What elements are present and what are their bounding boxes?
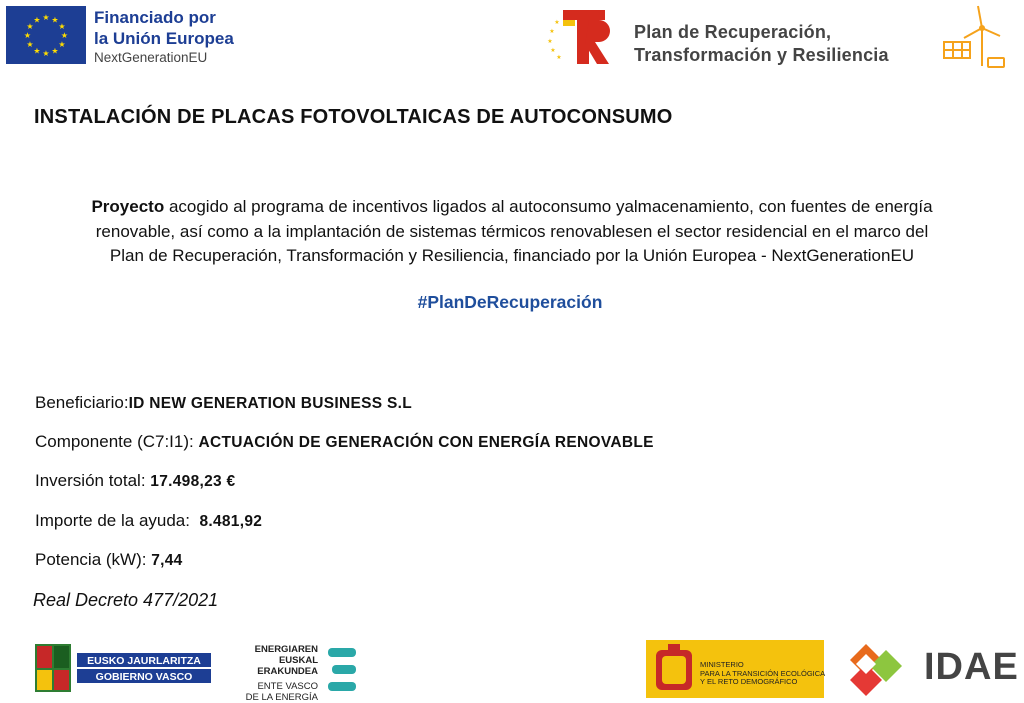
eu-line-1: Financiado por — [94, 8, 216, 27]
svg-text:★: ★ — [26, 40, 34, 49]
potencia-label: Potencia (kW): — [35, 550, 147, 569]
svg-text:★: ★ — [547, 38, 553, 45]
importe-row — [35, 511, 262, 531]
project-description — [28, 195, 996, 269]
description-line-1: acogido al programa de incentivos ligados al autoconsumo yalmacenamiento, con fuentes de energía — [164, 197, 933, 216]
svg-text:★: ★ — [51, 46, 59, 56]
svg-text:★: ★ — [51, 15, 59, 25]
eu-flag-logo — [6, 6, 86, 64]
page-title: INSTALACIÓN DE PLACAS FOTOVOLTAICAS DE AUTOCONSUMO — [34, 106, 673, 128]
componente-row — [35, 432, 654, 452]
eu-funding-text — [94, 7, 234, 67]
ministry-line-2: PARA LA TRANSICIÓN ECOLÓGICA — [700, 668, 826, 678]
potencia-value: 7,44 — [151, 552, 183, 569]
beneficiario-row — [35, 393, 412, 413]
eve-logo-mark — [324, 646, 360, 694]
potencia-row — [35, 550, 183, 570]
eve-line-1: ENERGIAREN — [254, 644, 318, 655]
beneficiario-value: ID NEW GENERATION BUSINESS S.L — [128, 395, 412, 412]
ej-line-1: EUSKO JAURLARITZA — [87, 655, 201, 667]
description-line-3: Plan de Recuperación, Transformación y Resiliencia, financiado por la Unión Europea - NextGenerationEU — [109, 246, 915, 265]
beneficiario-label: Beneficiario: — [35, 393, 129, 412]
svg-text:★: ★ — [549, 28, 555, 35]
svg-text:★: ★ — [23, 31, 32, 40]
eu-line-3: NextGenerationEU — [94, 50, 208, 65]
svg-text:★: ★ — [42, 49, 50, 58]
eu-line-2: la Unión Europea — [94, 29, 234, 48]
ej-line-2: GOBIERNO VASCO — [95, 671, 193, 683]
svg-text:★: ★ — [556, 54, 562, 61]
svg-text:★: ★ — [33, 46, 41, 56]
ministry-line-1: MINISTERIO — [700, 660, 744, 669]
eve-text — [222, 644, 318, 703]
svg-text:★: ★ — [554, 19, 560, 26]
svg-text:★: ★ — [42, 13, 50, 22]
plan-line-2: Transformación y Resiliencia — [634, 45, 889, 65]
svg-text:★: ★ — [58, 22, 66, 31]
decree-reference: Real Decreto 477/2021 — [33, 590, 219, 610]
svg-text:★: ★ — [26, 22, 34, 31]
prtr-text — [634, 21, 889, 67]
hashtag: #PlanDeRecuperación — [417, 292, 603, 312]
svg-text:★: ★ — [550, 47, 556, 54]
renewable-energy-icon — [938, 2, 1010, 70]
componente-label: Componente (C7:I1): — [35, 432, 194, 451]
gobierno-vasco-logo — [33, 640, 213, 696]
svg-text:★: ★ — [33, 15, 41, 25]
eve-line-3: ENTE VASCO — [257, 681, 318, 692]
inversion-row — [35, 471, 235, 491]
eve-line-2: EUSKAL ERAKUNDEA — [257, 655, 318, 677]
svg-text:★: ★ — [60, 31, 69, 40]
eve-line-4: DE LA ENERGÍA — [245, 692, 318, 703]
importe-label: Importe de la ayuda: — [35, 511, 190, 530]
inversion-label: Inversión total: — [35, 471, 146, 490]
ministry-line-3: Y EL RETO DEMOGRÁFICO — [700, 677, 798, 686]
svg-text:★: ★ — [58, 40, 66, 49]
inversion-value: 17.498,23 € — [150, 473, 236, 490]
importe-value: 8.481,92 — [199, 513, 263, 530]
ministry-text — [700, 661, 825, 687]
description-lead: Proyecto — [91, 197, 165, 216]
description-line-2: renovable, así como a la implantación de sistemas térmicos renovablesen el sector residencial en el marco del — [95, 221, 929, 241]
idae-logo-text: IDAE — [924, 646, 1019, 688]
prtr-logo — [547, 6, 617, 68]
idae-logo-mark — [836, 642, 916, 698]
plan-line-1: Plan de Recuperación, — [634, 22, 832, 42]
componente-value: ACTUACIÓN DE GENERACIÓN CON ENERGÍA RENOVABLE — [198, 434, 654, 451]
